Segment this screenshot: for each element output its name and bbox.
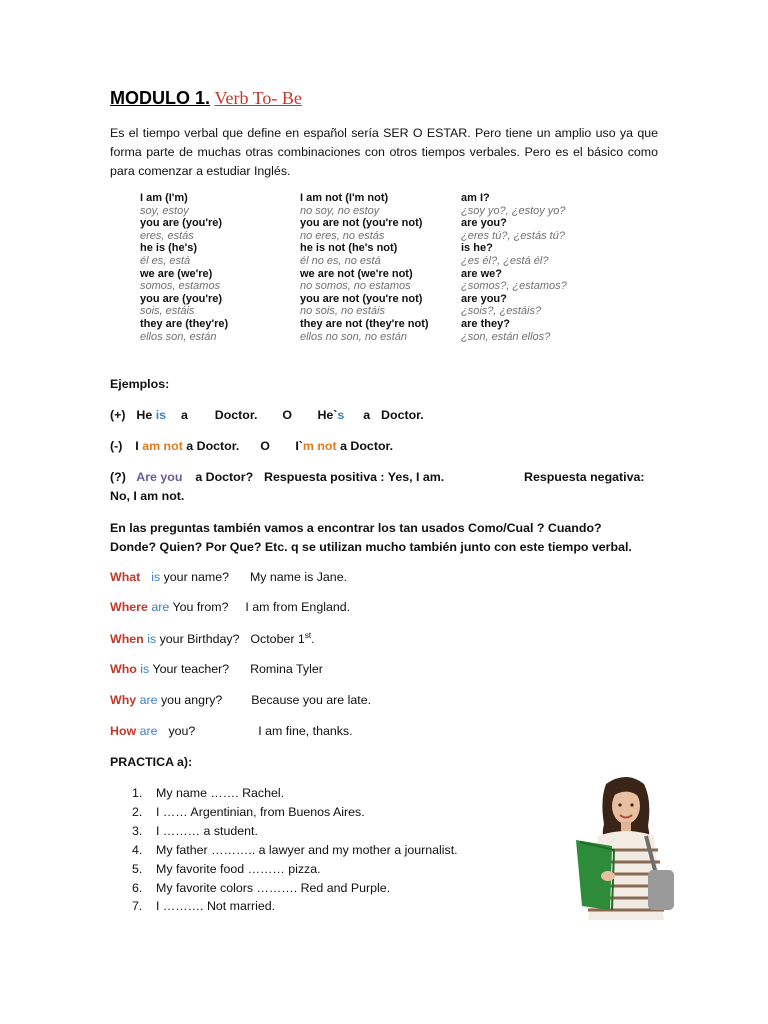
interrogative-en: are they?: [461, 317, 510, 330]
practice-list: [132, 784, 458, 916]
affirmative-es: ellos son, están: [140, 330, 217, 343]
wh-question: [110, 662, 323, 676]
example-word: a: [363, 408, 371, 422]
module-number: MODULO 1.: [110, 88, 211, 108]
wh-answer: Romina Tyler: [250, 662, 323, 676]
wh-question: [110, 693, 371, 707]
wh-word: Why: [110, 693, 137, 707]
affirmative-en: you are (you're): [140, 217, 223, 230]
verb-contraction: s: [337, 408, 345, 422]
wh-verb: is: [151, 570, 161, 584]
affirmative-en: he is (he's): [140, 242, 198, 255]
verb-are-you: Are you: [136, 470, 183, 484]
affirmative-en: you are (you're): [140, 292, 223, 305]
practice-item: 4. My father ……….. a lawyer and my mother a journalist.: [132, 842, 458, 857]
example-question: [110, 470, 444, 484]
interrogative-en: is he?: [461, 242, 493, 255]
practice-item: 2. I …… Argentinian, from Buenos Aires.: [132, 804, 365, 819]
wh-answer: Because you are late.: [251, 693, 372, 707]
affirmative-en: I am (I'm): [140, 192, 188, 204]
practice-item: 5. My favorite food ……… pizza.: [132, 861, 321, 876]
negative-answer: No, I am not.: [110, 489, 185, 503]
wh-verb: are: [139, 724, 158, 738]
verb-m-not: m not: [302, 439, 337, 453]
wh-question: [110, 631, 315, 646]
interrogative-es: ¿sois?, ¿estáis?: [461, 305, 542, 318]
or-word: O: [260, 439, 270, 453]
negative-en: you are not (you're not): [300, 292, 423, 305]
affirmative-es: él es, está: [140, 254, 191, 267]
affirmative-en: we are (we're): [140, 267, 213, 280]
example-word: a Doctor.: [186, 439, 240, 453]
example-word: He`: [317, 408, 338, 422]
conjugation-interrogative: [461, 192, 567, 343]
wh-rest: You from?: [172, 600, 229, 614]
negative-en: he is not (he's not): [300, 242, 398, 255]
verb-am-not: am not: [142, 439, 183, 453]
affirmative-es: eres, estás: [140, 229, 194, 242]
conjugation-affirmative: [140, 192, 228, 343]
negative-en: we are not (we're not): [300, 267, 413, 280]
module-topic: Verb To- Be: [214, 88, 302, 108]
wh-answer: My name is Jane.: [249, 570, 348, 584]
affirmative-es: somos, estamos: [140, 280, 221, 293]
examples-heading: Ejemplos:: [110, 377, 170, 391]
interrogative-es: ¿es él?, ¿está él?: [461, 254, 549, 267]
affirmative-es: soy, estoy: [140, 204, 189, 217]
affirmative-es: sois, estáis: [140, 305, 195, 318]
negative-es: no eres, no estás: [300, 229, 385, 242]
wh-question: [110, 724, 353, 738]
interrogative-es: ¿son, están ellos?: [461, 330, 551, 343]
example-word: I: [135, 439, 139, 453]
example-word: a: [180, 408, 188, 422]
practice-item: 7. I ………. Not married.: [132, 899, 276, 914]
positive-answer: Respuesta positiva : Yes, I am.: [264, 470, 445, 484]
example-positive: [110, 408, 424, 422]
interrogative-es: ¿somos?, ¿estamos?: [461, 280, 567, 293]
affirmative-en: they are (they're): [140, 317, 229, 330]
wh-question: [110, 600, 350, 614]
wh-verb: are: [151, 600, 170, 614]
sign-positive: (+): [110, 408, 126, 422]
practice-item: 1. My name ……. Rachel.: [132, 786, 285, 800]
interrogative-es: ¿soy yo?, ¿estoy yo?: [461, 204, 566, 217]
example-negative: [110, 439, 393, 453]
wh-word: Where: [110, 600, 148, 614]
intro-paragraph: Es el tiempo verbal que define en español sería SER O ESTAR. Pero tiene un amplio uso ya que forma parte de muchas otras combinaciones con otros tiempos verbales. Pero es el básico como para comenzar a estudiar Inglés.: [110, 126, 658, 178]
wh-verb: is: [140, 662, 150, 676]
verb-is: is: [155, 408, 167, 422]
example-word: Doctor.: [214, 408, 258, 422]
wh-verb: is: [147, 632, 157, 647]
practice-item: 6. My favorite colors ………. Red and Purple.: [132, 880, 391, 895]
interrogative-en: are you?: [461, 292, 507, 305]
example-word: a Doctor.: [340, 439, 394, 453]
negative-en: I am not (I'm not): [300, 192, 389, 204]
example-word: I`: [295, 439, 303, 453]
negative-es: ellos no son, no están: [300, 330, 408, 343]
practice-heading: PRACTICA a):: [110, 755, 193, 769]
wh-word: When: [110, 632, 144, 647]
module-title: [110, 88, 302, 109]
wh-rest: you?: [168, 724, 196, 738]
negative-es: no somos, no estamos: [300, 280, 411, 293]
interrogative-en: am I?: [461, 192, 490, 204]
negative-es: no sois, no estáis: [300, 305, 385, 318]
student-photo: [568, 770, 684, 926]
negative-es: él no es, no está: [300, 254, 381, 267]
example-word: He: [136, 408, 153, 422]
wh-answer: October 1st.: [250, 631, 315, 647]
wh-rest: you angry?: [160, 693, 223, 707]
example-word: a Doctor?: [195, 470, 254, 484]
wh-rest: your Birthday?: [159, 632, 240, 647]
wh-answer: I am fine, thanks.: [258, 724, 353, 738]
negative-en: they are not (they're not): [300, 317, 429, 330]
wh-verb: are: [139, 693, 158, 707]
wh-word: How: [110, 724, 137, 738]
interrogative-en: are you?: [461, 217, 507, 230]
example-word: Doctor.: [381, 408, 424, 422]
interrogative-es: ¿eres tú?, ¿estás tú?: [461, 229, 565, 242]
negative-en: you are not (you're not): [300, 217, 423, 230]
wh-question: [110, 570, 347, 584]
or-word: O: [282, 408, 292, 422]
sign-negative: (-): [110, 439, 123, 453]
negative-es: no soy, no estoy: [300, 204, 380, 217]
wh-word: Who: [110, 662, 137, 676]
wh-answer: I am from England.: [245, 600, 351, 614]
interrogative-en: are we?: [461, 267, 502, 280]
wh-word: What: [110, 570, 141, 584]
wh-rest: your name?: [163, 570, 230, 584]
sign-question: (?): [110, 470, 126, 484]
wh-rest: Your teacher?: [152, 662, 230, 676]
negative-answer-label: Respuesta negativa:: [524, 470, 645, 484]
questions-intro: En las preguntas también vamos a encontrar los tan usados Como/Cual ? Cuando? Donde? Quien? Por Que? Etc. q se utilizan mucho también junto con este tiempo verbal.: [110, 521, 632, 554]
practice-item: 3. I ……… a student.: [132, 823, 258, 838]
conjugation-negative: [300, 192, 429, 343]
